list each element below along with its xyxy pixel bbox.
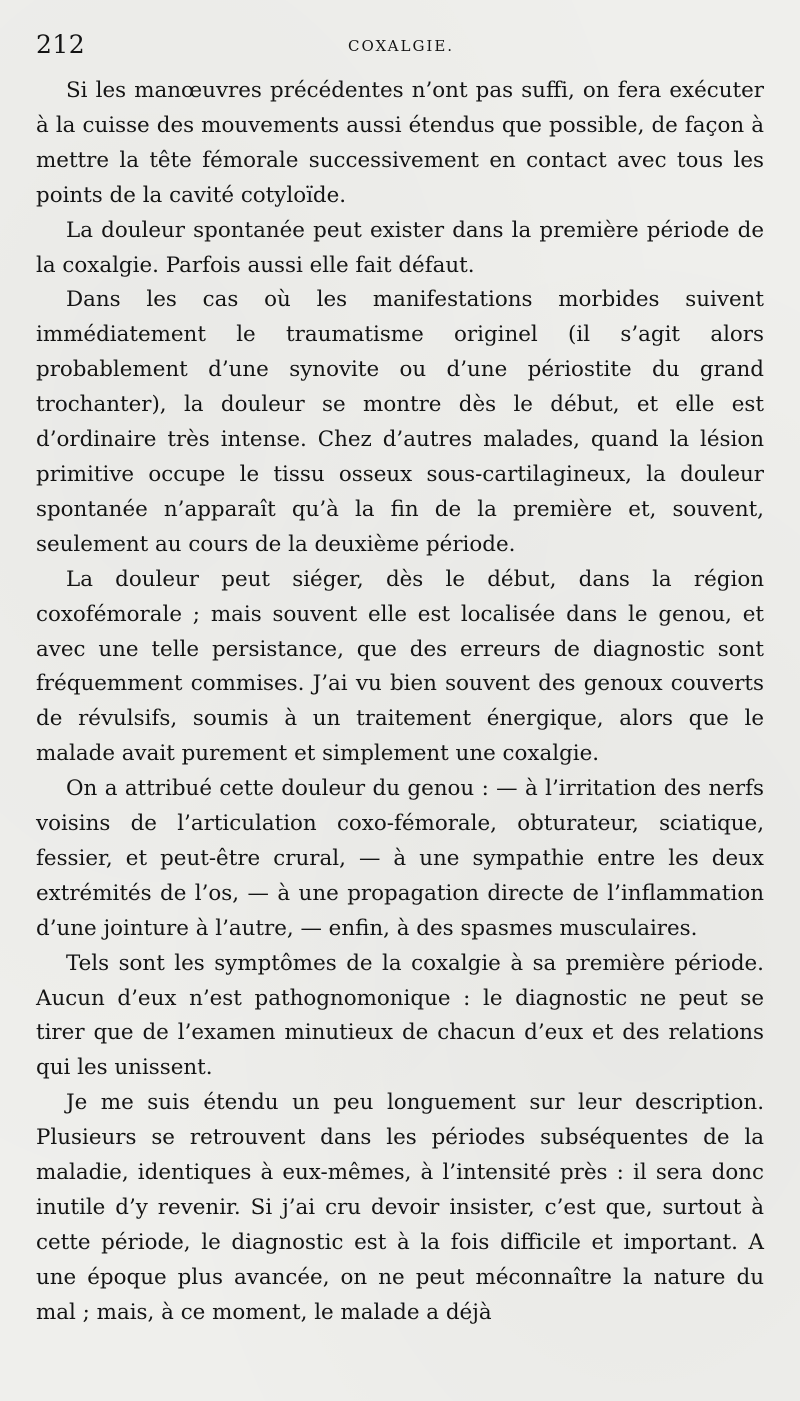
body-text (36, 74, 764, 1331)
paragraph: Tels sont les symptômes de la coxalgie à sa première période. Aucun d’eux n’est pathognomonique : le diagnostic ne peut se tirer que de l’examen minutieux de chacun d’eux et des relations qui les unissent. (36, 950, 764, 1081)
running-title: COXALGIE. (348, 37, 455, 55)
page-header (36, 30, 764, 66)
paragraph: Je me suis étendu un peu longuement sur leur description. Plusieurs se retrouvent dans les périodes subséquentes de la maladie, identiques à eux-mêmes, à l’intensité près : il sera donc inutile d’y revenir. Si j’ai cru devoir insister, c’est que, surtout à cette période, le diagnostic est à la fois difficile et important. A une époque plus avancée, on ne peut méconnaître la nature du mal ; mais, à ce moment, le malade a déjà (36, 1090, 764, 1325)
paragraph: Si les manœuvres précédentes n’ont pas suffi, on fera exécuter à la cuisse des mouvements aussi étendus que possible, de façon à mettre la tête fémorale successivement en contact avec tous les points de la cavité cotyloïde. (36, 78, 764, 208)
page-number: 212 (36, 30, 86, 59)
paragraph: On a attribué cette douleur du genou : — à l’irritation des nerfs voisins de l’articulation coxo-fémorale, obturateur, sciatique, fessier, et peut-être crural, — à une sympathie entre les deux extrémités de l’os, — à une propagation directe de l’inflammation d’une jointure à l’autre, — enfin, à des spasmes musculaires. (36, 776, 764, 941)
paragraph: La douleur spontanée peut exister dans la première période de la coxalgie. Parfois aussi elle fait défaut. (36, 217, 764, 278)
paragraph: La douleur peut siéger, dès le début, dans la région coxofémorale ; mais souvent elle est localisée dans le genou, et avec une telle persistance, que des erreurs de diagnostic sont fréquemment commises. J’ai vu bien souvent des genoux couverts de révulsifs, soumis à un traitement énergique, alors que le malade avait purement et simplement une coxalgie. (36, 566, 764, 767)
paragraph: Dans les cas où les manifestations morbides suivent immédiatement le traumatisme originel (il s’agit alors probablement d’une synovite ou d’une périostite du grand trochanter), la douleur se montre dès le début, et elle est d’ordinaire très intense. Chez d’autres malades, quand la lésion primitive occupe le tissu osseux sous-cartilagineux, la douleur spontanée n’apparaît qu’à la fin de la première et, souvent, seulement au cours de la deuxième période. (36, 287, 764, 557)
